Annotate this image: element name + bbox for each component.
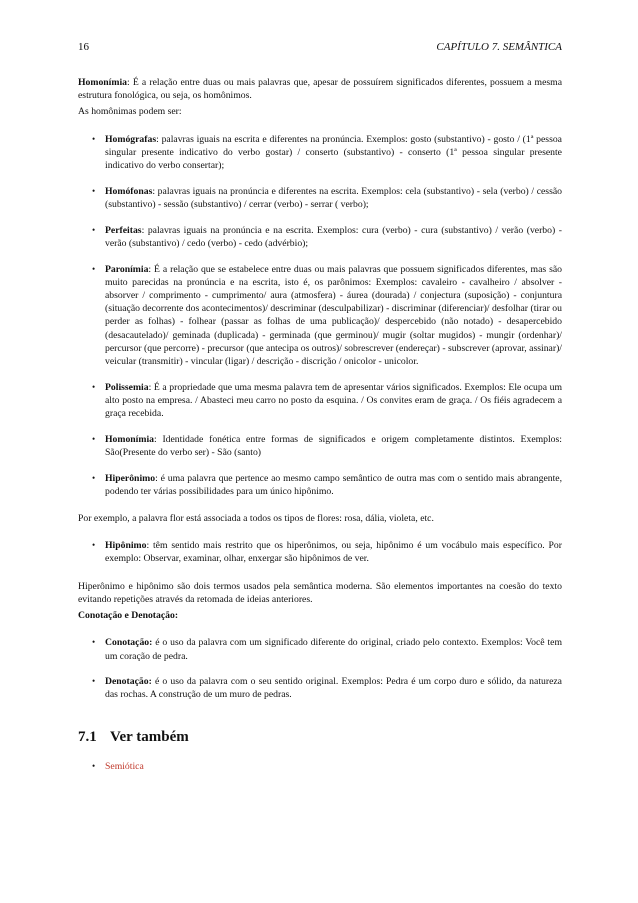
flower-example: Por exemplo, a palavra flor está associada a todos os tipos de flores: rosa, dália, violeta, etc. (78, 513, 434, 525)
see-also-list (78, 760, 562, 773)
bullet-icon: • (92, 133, 96, 144)
item-term: Hipônimo (105, 540, 147, 552)
item-term: Paronímia (105, 263, 149, 275)
item-text: : é uma palavra que pertence ao mesmo campo semântico de outra mas com o sentido mais abrangente, podendo ter várias possibilidades para um único hipônimo. (105, 472, 562, 497)
homonym-types-list (78, 133, 562, 498)
bullet-icon: • (92, 185, 96, 196)
item-text: : palavras iguais na pronúncia e diferentes na escrita. Exemplos: cela (substantivo) - sela (verbo) / cessão (substantivo) - sessão (substantivo) / cerrar (verbo) - serrar ( verbo); (105, 185, 562, 210)
item-text: : Identidade fonética entre formas de significados e origem completamente distintos. Exemplos: São(Presente do verbo ser) - São (santo) (105, 433, 562, 458)
item-term: Denotação: (105, 676, 152, 688)
page-content (78, 76, 562, 787)
bullet-icon: • (92, 540, 96, 551)
page-number: 16 (78, 41, 89, 53)
list-item (78, 539, 562, 565)
chapter-title: CAPÍTULO 7. SEMÂNTICA (436, 41, 562, 53)
intro-paragraph (78, 76, 562, 102)
item-term: Homófonas (105, 185, 153, 197)
connotation-list (78, 636, 562, 701)
list-item (78, 636, 562, 662)
list-item (78, 675, 562, 701)
list-item (78, 224, 562, 250)
list-item (78, 433, 562, 459)
bullet-icon: • (92, 637, 96, 648)
item-term: Perfeitas (105, 224, 142, 236)
intro-text: : É a relação entre duas ou mais palavras que, apesar de possuírem significados diferentes, possuem a mesma estrutura fonológica, ou seja, os homônimos. (78, 77, 562, 102)
connotation-heading (78, 609, 562, 622)
section-number: 7.1 (78, 728, 97, 745)
item-text: é o uso da palavra com um significado diferente do original, criado pelo contexto. Exemplos: Você tem um coração de pedra. (105, 637, 562, 662)
section-title: Ver também (110, 728, 189, 745)
bullet-icon: • (92, 263, 96, 274)
bullet-icon: • (92, 760, 96, 771)
item-text: : É a relação que se estabelece entre duas ou mais palavras que possuem significados diferentes, mas são muito parecidas na pronúncia e na escrita, isto é, os parônimos: Exemplos: cavaleiro - cavalheiro / absolver - absorver / comprimento - cumprimento/ aura (atmosfera) - áurea (dourada) / conjectura (suposição) - conjuntura (situação decorrente dos acontecimentos)/ descriminar (desculpabilizar) - discriminar (diferenciar)/ desfolhar (tirar ou perder as folhas) - folhear (passar as folhas de uma publicação)/ despercebido (não notado) - desapercebido (desacautelado)/ geminada (duplicada) - germinada (que germinou)/ mugir (soltar mugidos) - mungir (ordenhar)/ percursor (que percorre) - precursor (que antecipa os outros)/ sobrescrever (endereçar) - subscrever (aprovar, assinar)/ veicular (transmitir) - vincular (ligar) / descrição - discrição / onicolor - unicolor. (105, 263, 562, 367)
list-item (78, 760, 562, 773)
bullet-icon: • (92, 224, 96, 235)
item-text: : palavras iguais na pronúncia e na escrita. Exemplos: cura (verbo) - cura (substantivo) / verão (verbo) - verão (substantivo) / cedo (verbo) - cedo (advérbio); (105, 224, 562, 249)
semantic-note: Hiperônimo e hipônimo são dois termos usados pela semântica moderna. São elementos importantes na coesão do texto evitando repetições através da retomada de ideias anteriores. (78, 580, 562, 605)
hyponym-list (78, 539, 562, 565)
item-text: : têm sentido mais restrito que os hiperônimos, ou seja, hipônimo é um vocábulo mais específico. Por exemplo: Observar, examinar, olhar, enxergar são hipônimos de ver. (105, 540, 562, 565)
item-term: Hiperônimo (105, 472, 156, 484)
list-item (78, 381, 562, 421)
bullet-icon: • (92, 381, 96, 392)
list-item (78, 472, 562, 498)
list-item (78, 263, 562, 369)
section-heading (78, 728, 562, 746)
item-term: Homonímia (105, 433, 154, 445)
item-text: : palavras iguais na escrita e diferentes na pronúncia. Exemplos: gosto (substantivo) - gosto / (1ª pessoa singular presente indicativo do verbo gostar) / conserto (substantivo) - conserto (1ª pessoa singular presente indicativo do verbo consertar); (105, 133, 562, 172)
bullet-icon: • (92, 472, 96, 483)
list-item (78, 133, 562, 173)
bullet-icon: • (92, 433, 96, 444)
item-term: Homógrafas (105, 133, 157, 145)
intro-subtitle: As homônimas podem ser: (78, 106, 182, 118)
list-item (78, 185, 562, 211)
item-term: Polissemia (105, 381, 149, 393)
item-term: Conotação: (105, 637, 153, 649)
item-text: : É a propriedade que uma mesma palavra tem de apresentar vários significados. Exemplos: Ele ocupa um alto posto na empresa. / Abasteci meu carro no posto da esquina. / Os convites eram de graça. / Os fiéis agradecem a graça recebida. (105, 381, 562, 420)
link-semiotica[interactable]: Semiótica (105, 760, 144, 772)
item-text: é o uso da palavra com o seu sentido original. Exemplos: Pedra é um corpo duro e sólido, da natureza das rochas. A construção de um muro de pedras. (105, 676, 562, 701)
intro-term: Homonímia (78, 77, 127, 88)
connotation-heading-text: Conotação e Denotação: (78, 610, 179, 622)
bullet-icon: • (92, 676, 96, 687)
